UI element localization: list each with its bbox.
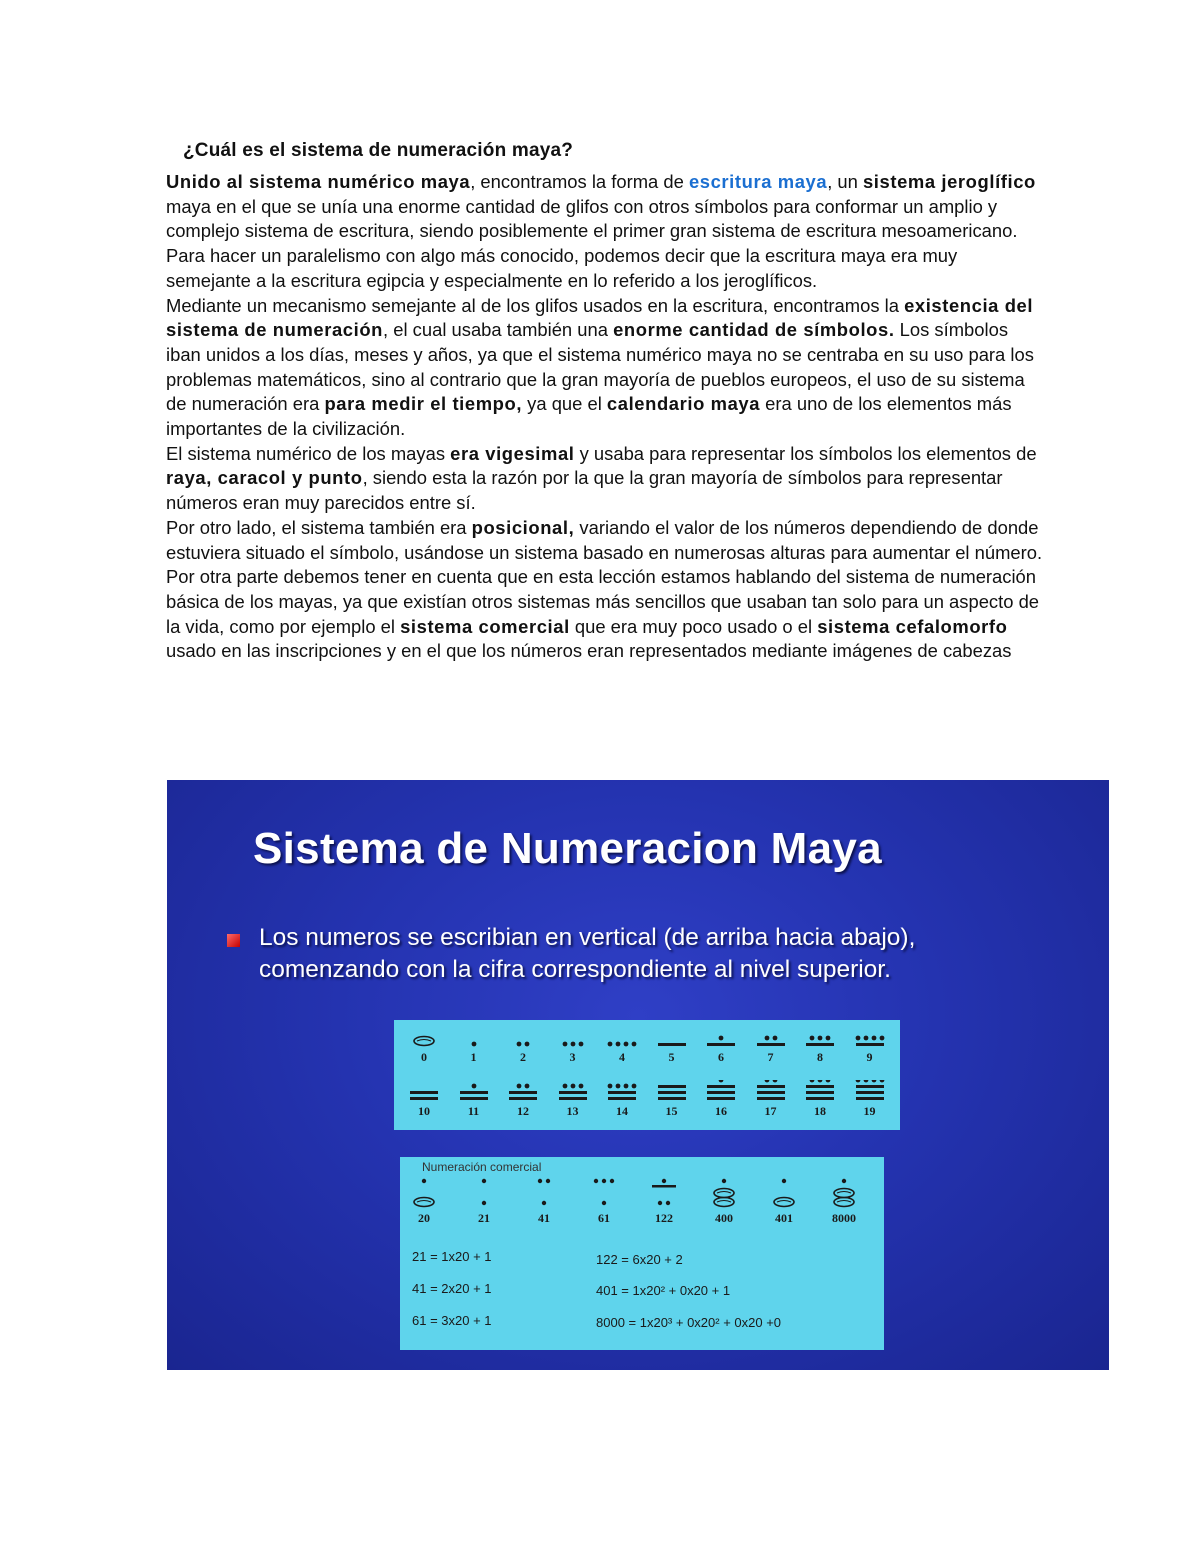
numeral-label: 18 [814,1104,826,1118]
maya-numeral-glyph [454,1080,494,1102]
dot-mark [879,1036,884,1041]
bold-phrase: Unido al sistema numérico maya [166,171,471,192]
numeral-cell [848,1026,892,1065]
dot-mark [471,1084,476,1089]
numeral-cell [699,1026,743,1065]
text-run: que era muy poco usado o el [569,615,818,637]
bar-mark [608,1091,636,1094]
bar-mark [757,1085,785,1088]
text-run: El sistema numérico de los mayas [166,442,451,464]
bar-mark [757,1091,785,1094]
bar-mark [806,1091,834,1094]
maya-numeral-glyph [751,1080,791,1102]
numeral-label: 19 [863,1104,876,1118]
dot-mark [471,1042,476,1047]
commercial-numeral-glyph [584,1173,624,1209]
numeral-cell [848,1080,892,1119]
maya-numeration-slide [167,780,1109,1370]
dot-mark [616,1084,621,1089]
dot-mark [855,1080,860,1082]
text-run: , un [827,171,863,192]
bar-mark [707,1043,735,1046]
paragraph-3 [166,442,1046,516]
bar-mark [658,1085,686,1088]
bar-mark [410,1097,438,1100]
dot-mark [842,1179,846,1183]
bold-phrase: raya, caracol y punto [166,467,363,489]
maya-numeral-glyph [652,1026,692,1048]
text-run: Por otra parte debemos tener en cuenta que en esta lección estamos hablando del sistema de numeración básica de los mayas, ya que existían otros sistemas más sencillos que usaban tan solo para un aspecto de la vida, como por ejemplo el [166,566,1040,637]
dot-mark [632,1042,637,1047]
numeral-label: 4 [619,1050,625,1064]
dot-mark [764,1080,769,1082]
numeral-label: 41 [538,1211,550,1225]
dot-mark [624,1084,629,1089]
bar-mark [509,1091,537,1094]
numeral-cell [699,1080,743,1119]
dot-mark [764,1036,769,1041]
maya-numeral-glyph [751,1026,791,1048]
maya-numeral-glyph [404,1026,444,1048]
numeral-cell [822,1173,866,1226]
maya-numeral-glyph [652,1080,692,1102]
dot-mark [525,1084,530,1089]
text-run: maya en el que se unía una enorme cantidad de glifos con otros símbolos para conformar un amplio y complejo sistema de escritura, siendo posiblemente el primer gran sistema de escritura mesoamericano. Para hacer un paralelismo con algo más conocido, podemos decir que la escritura maya era muy semejante a la escritura egipcia y especialmente en lo referido a los jeroglíficos. [166,195,1018,291]
numeral-label: 8 [817,1050,823,1064]
dot-mark [871,1080,876,1082]
numeral-label: 8000 [832,1211,856,1225]
text-run: , encontramos la forma de [470,171,689,192]
bold-phrase: era vigesimal [450,442,575,464]
bar-mark [856,1097,884,1100]
dot-mark [602,1201,606,1205]
dot-mark [570,1042,575,1047]
bar-mark [856,1085,884,1088]
maya-numeral-glyph [701,1080,741,1102]
text-run: variando el valor de los números dependiendo de donde estuviera situado el símbolo, usándose un sistema basado en numerosas alturas para aumentar el número. [166,516,1043,563]
numeral-cell [402,1026,446,1065]
maya-numeral-glyph [404,1080,444,1102]
text-run: , siendo esta la razón por la que la gran mayoría de símbolos para representar números eran muy parecidos entre sí. [166,467,1003,514]
commercial-numeral-glyph [824,1173,864,1209]
escritura-maya-link[interactable]: escritura maya [688,171,828,192]
commercial-numeral-glyph [404,1173,444,1209]
numeral-cell [551,1080,595,1119]
maya-numeral-glyph [602,1026,642,1048]
maya-numeral-glyph [454,1026,494,1048]
maya-numeral-glyph [850,1080,890,1102]
dot-mark [517,1042,522,1047]
bar-mark [757,1043,785,1046]
text-run: usado en las inscripciones y en el que los números eran representados mediante imágenes de cabezas [166,640,1012,662]
commercial-numeral-glyph [524,1173,564,1209]
numerals-panel [394,1020,900,1130]
dot-mark [546,1179,550,1183]
numeral-cell [522,1173,566,1226]
bold-phrase: sistema cefalomorfo [817,615,1008,637]
numeral-label: 3 [569,1050,576,1064]
numeral-label: 61 [598,1211,610,1225]
equation: 8000 = 1x20³ + 0x20² + 0x20 +0 [596,1315,782,1330]
dot-mark [578,1042,583,1047]
numeral-cell [452,1026,496,1065]
dot-mark [538,1179,542,1183]
numeral-label: 6 [718,1050,724,1064]
bar-mark [410,1091,438,1094]
slide-title: Sistema de Numeracion Maya [253,824,882,873]
numeral-label: 0 [421,1050,427,1064]
numeral-label: 11 [467,1104,480,1118]
equation: 122 = 6x20 + 2 [596,1252,683,1267]
dot-mark [658,1201,662,1205]
numeral-cell [452,1080,496,1119]
text-run: , el cual usaba también una [383,319,614,341]
numeral-cell [702,1173,746,1226]
dot-mark [578,1084,583,1089]
dot-mark [863,1080,868,1082]
dot-mark [879,1080,884,1082]
dot-mark [810,1080,815,1082]
maya-numeral-glyph [800,1026,840,1048]
numeral-cell [749,1080,793,1119]
paragraph-4 [166,516,1046,565]
numeral-cell [501,1026,545,1065]
equation: 41 = 2x20 + 1 [412,1281,492,1296]
dot-mark [772,1036,777,1041]
numeral-cell [650,1080,694,1119]
equation: 21 = 1x20 + 1 [412,1249,492,1264]
maya-numeral-glyph [850,1026,890,1048]
numeral-cell [402,1080,446,1119]
bar-mark [658,1097,686,1100]
numeral-cell [762,1173,806,1226]
bar-mark [460,1091,488,1094]
numeral-cell [501,1080,545,1119]
numeral-label: 5 [668,1050,675,1064]
numeral-cell [749,1026,793,1065]
numeral-label: 2 [520,1050,526,1064]
bullet-square-icon [227,934,240,947]
text-run: Por otro lado, el sistema también era [166,516,472,538]
bar-mark [707,1085,735,1088]
bar-mark [658,1091,686,1094]
bar-mark [707,1091,735,1094]
numeral-label: 9 [866,1050,873,1064]
commercial-panel-title: Numeración comercial [422,1160,542,1174]
commercial-panel [400,1157,884,1350]
bold-phrase: para medir el tiempo, [324,393,523,415]
numeral-label: 10 [418,1104,430,1118]
dot-mark [525,1042,530,1047]
dot-mark [608,1084,613,1089]
numeral-label: 12 [517,1104,529,1118]
equation: 61 = 3x20 + 1 [412,1313,492,1328]
numeral-cell [798,1026,842,1065]
dot-mark [662,1179,666,1183]
dot-mark [542,1201,546,1205]
commercial-numeral-glyph [704,1173,744,1209]
numeral-cell [642,1173,686,1226]
equation: 401 = 1x20² + 0x20 + 1 [596,1283,731,1298]
numeral-label: 400 [715,1211,733,1225]
dot-mark [482,1179,486,1183]
dot-mark [871,1036,876,1041]
dot-mark [482,1201,486,1205]
dot-mark [826,1080,831,1082]
dot-mark [818,1080,823,1082]
dot-mark [826,1036,831,1041]
numeral-cell [600,1026,644,1065]
dot-mark [610,1179,614,1183]
maya-numeral-glyph [503,1026,543,1048]
dot-mark [608,1042,613,1047]
bold-phrase: sistema jeroglífico [862,171,1036,192]
bar-mark [806,1097,834,1100]
page-title: ¿Cuál es el sistema de numeración maya? [183,140,574,161]
bar-mark [652,1185,676,1188]
bar-mark [608,1097,636,1100]
dot-mark [616,1042,621,1047]
text-run: y usaba para representar los símbolos los elementos de [574,442,1037,464]
text-run: Mediante un mecanismo semejante al de los glifos usados en la escritura, encontramos la [166,294,905,316]
paragraph-2 [166,294,1046,442]
numeral-label: 122 [655,1211,673,1225]
bold-phrase: sistema comercial [400,615,570,637]
dot-mark [719,1080,724,1082]
bar-mark [856,1043,884,1046]
dot-mark [722,1179,726,1183]
maya-numeral-glyph [553,1080,593,1102]
numeral-cell [798,1080,842,1119]
bar-mark [559,1091,587,1094]
bar-mark [707,1097,735,1100]
numeral-label: 401 [775,1211,793,1225]
bar-mark [559,1097,587,1100]
numeral-label: 20 [418,1211,430,1225]
numeral-label: 7 [767,1050,774,1064]
numeral-label: 1 [470,1050,477,1064]
numeral-cell [600,1080,644,1119]
dot-mark [772,1080,777,1082]
numeral-label: 13 [566,1104,579,1118]
numeral-cell [462,1173,506,1226]
commercial-numeral-glyph [644,1173,684,1209]
maya-numeral-glyph [701,1026,741,1048]
dot-mark [602,1179,606,1183]
numeral-label: 21 [478,1211,490,1225]
numeral-cell [650,1026,694,1065]
dot-mark [570,1084,575,1089]
dot-mark [562,1042,567,1047]
dot-mark [810,1036,815,1041]
bar-mark [806,1085,834,1088]
dot-mark [594,1179,598,1183]
maya-numeral-glyph [602,1080,642,1102]
dot-mark [782,1179,786,1183]
numeral-label: 16 [715,1104,727,1118]
dot-mark [855,1036,860,1041]
dot-mark [719,1036,724,1041]
dot-mark [632,1084,637,1089]
text-run: Los símbolos iban unidos a los días, meses y años, ya que el sistema numérico maya no se centraba en su uso para los problemas matemáticos, sino al contrario que la gran mayoría de pueblos europeos, el uso de su sistema de numeración era [166,319,1034,415]
bar-mark [806,1043,834,1046]
dot-mark [562,1084,567,1089]
numeral-label: 17 [764,1104,777,1118]
dot-mark [818,1036,823,1041]
numeral-cell [551,1026,595,1065]
bar-mark [658,1043,686,1046]
numeral-label: 14 [616,1104,628,1118]
dot-mark [517,1084,522,1089]
paragraph-1 [166,170,1046,294]
bar-mark [509,1097,537,1100]
numeral-cell [402,1173,446,1226]
dot-mark [624,1042,629,1047]
paragraph-5 [166,565,1046,664]
maya-numeral-glyph [503,1080,543,1102]
slide-bullet-text: Los numeros se escribian en vertical (de arriba hacia abajo), comenzando con la cifra correspondiente al nivel superior. [259,924,916,983]
commercial-numeral-glyph [464,1173,504,1209]
commercial-numeral-glyph [764,1173,804,1209]
bold-phrase: enorme cantidad de símbolos. [613,319,895,341]
dot-mark [863,1036,868,1041]
dot-mark [422,1179,426,1183]
bar-mark [856,1091,884,1094]
article-body [166,170,1046,664]
bar-mark [460,1097,488,1100]
dot-mark [666,1201,670,1205]
text-run: era uno de los elementos más importantes de la civilización. [166,393,1012,440]
bold-phrase: posicional, [471,516,575,538]
bold-phrase: calendario maya [606,393,761,415]
numeral-label: 15 [665,1104,678,1118]
maya-numeral-glyph [800,1080,840,1102]
numeral-cell [582,1173,626,1226]
bar-mark [757,1097,785,1100]
bold-phrase: existencia del sistema de numeración [166,294,1034,341]
maya-numeral-glyph [553,1026,593,1048]
text-run: ya que el [522,393,607,415]
